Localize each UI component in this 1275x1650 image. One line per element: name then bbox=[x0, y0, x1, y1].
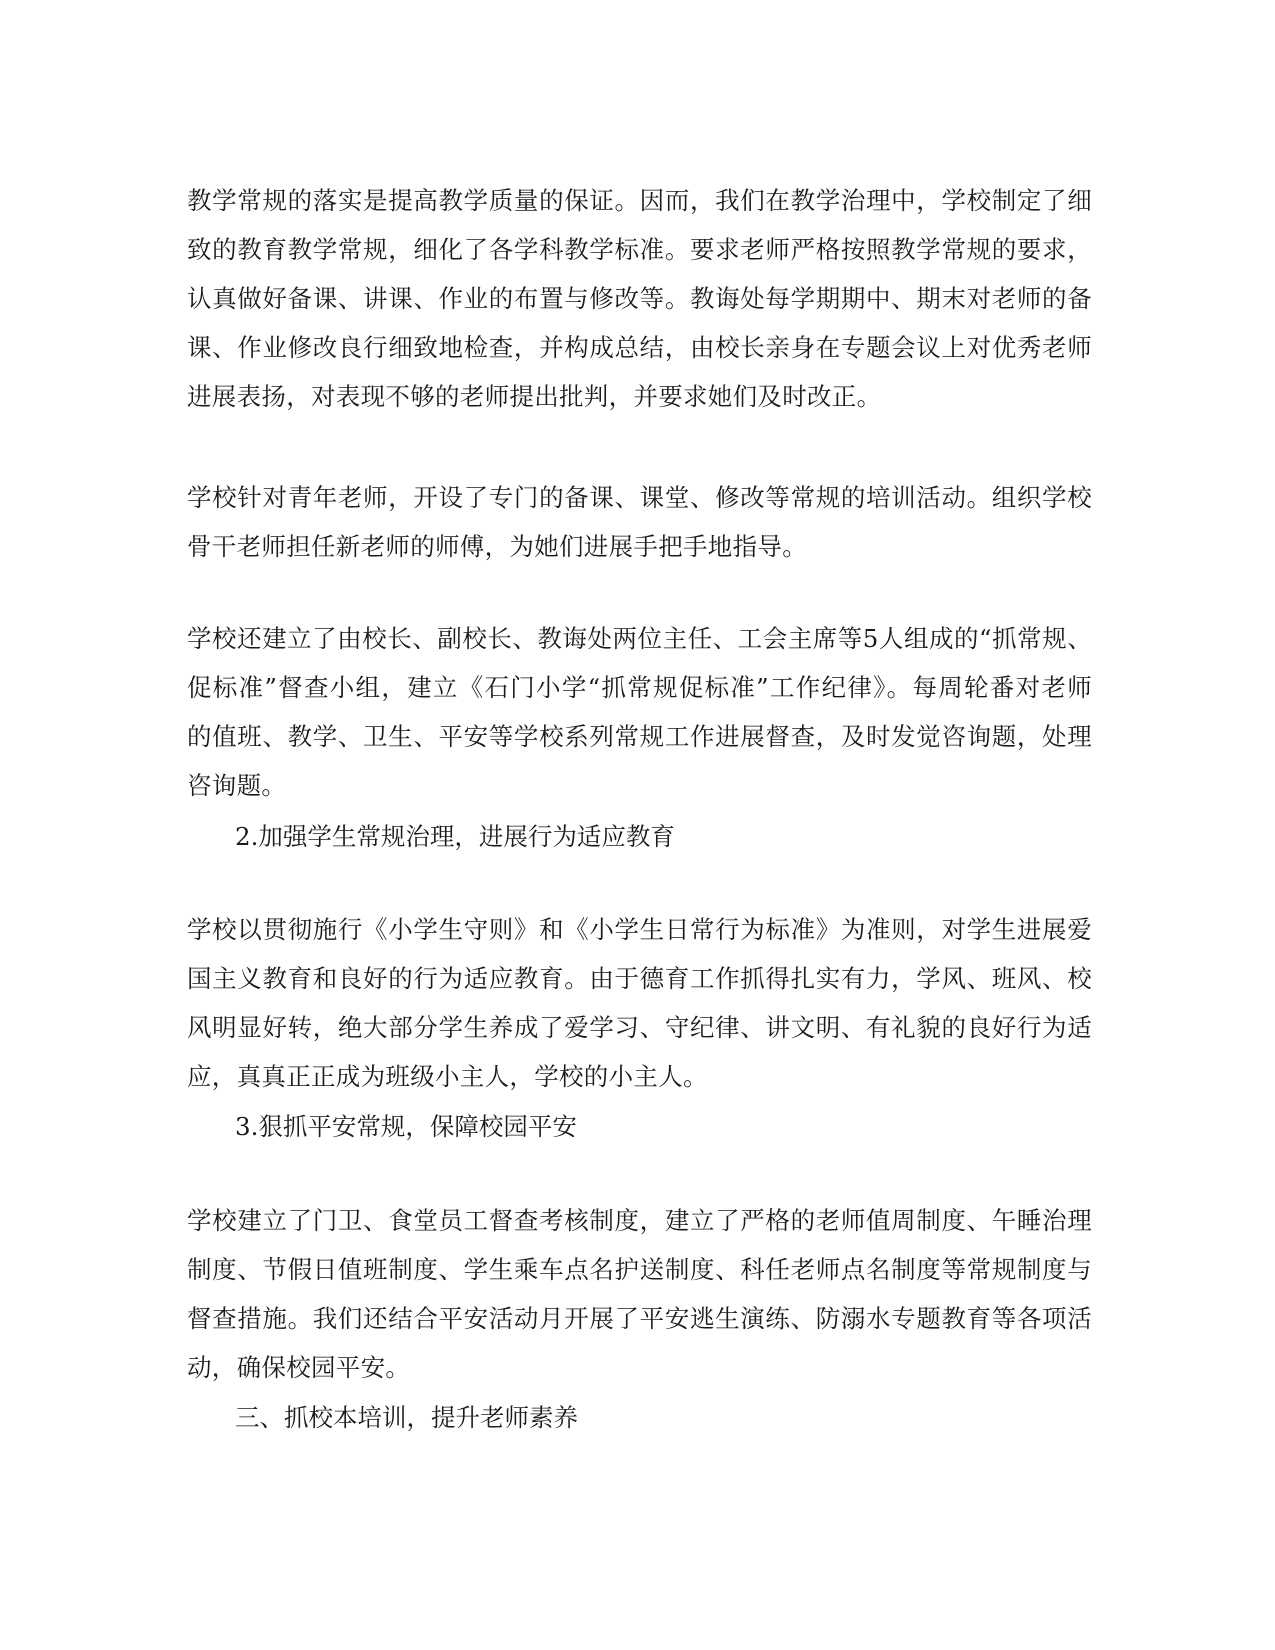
text-line: 进展表扬，对表现不够的老师提出批判，并要求她们及时改正。 bbox=[187, 382, 882, 411]
heading-student-routine: 2.加强学生常规治理，进展行为适应教育 bbox=[235, 822, 675, 851]
text-line: 学校建立了门卫、食堂员工督查考核制度，建立了严格的老师值周制度、午睡治理 bbox=[187, 1206, 1092, 1235]
text-line: 应，真真正正成为班级小主人，学校的小主人。 bbox=[187, 1062, 708, 1091]
text-line: 风明显好转，绝大部分学生养成了爱学习、守纪律、讲文明、有礼貌的良好行为适 bbox=[187, 1013, 1092, 1042]
heading-safety-routine: 3.狠抓平安常规，保障校园平安 bbox=[235, 1112, 577, 1141]
text-line: 学校还建立了由校长、副校长、教诲处两位主任、工会主席等5人组成的“抓常规、 bbox=[187, 624, 1092, 653]
paragraph-safety-measures bbox=[187, 1196, 1092, 1392]
paragraph-young-teachers bbox=[187, 473, 1092, 571]
text-line: 教学常规的落实是提高教学质量的保证。因而，我们在教学治理中，学校制定了细 bbox=[187, 186, 1092, 215]
paragraph-supervision-group bbox=[187, 614, 1092, 810]
text-line: 课、作业修改良行细致地检查，并构成总结，由校长亲身在专题会议上对优秀老师 bbox=[187, 333, 1092, 362]
text-line: 学校以贯彻施行《小学生守则》和《小学生日常行为标准》为准则，对学生进展爱 bbox=[187, 915, 1092, 944]
paragraph-student-education bbox=[187, 905, 1092, 1101]
text-line: 致的教育教学常规，细化了各学科教学标准。要求老师严格按照教学常规的要求， bbox=[187, 235, 1092, 264]
text-line: 督查措施。我们还结合平安活动月开展了平安逃生演练、防溺水专题教育等各项活 bbox=[187, 1304, 1092, 1333]
text-line: 学校针对青年老师，开设了专门的备课、课堂、修改等常规的培训活动。组织学校 bbox=[187, 483, 1092, 512]
text-line: 咨询题。 bbox=[187, 771, 287, 800]
heading-school-training: 三、抓校本培训，提升老师素养 bbox=[235, 1403, 578, 1432]
text-line: 的值班、教学、卫生、平安等学校系列常规工作进展督查，及时发觉咨询题，处理 bbox=[187, 722, 1092, 751]
text-line: 促标准”督查小组，建立《石门小学“抓常规促标准”工作纪律》。每周轮番对老师 bbox=[187, 673, 1092, 702]
paragraph-teaching-routine bbox=[187, 176, 1092, 421]
text-line: 骨干老师担任新老师的师傅，为她们进展手把手地指导。 bbox=[187, 532, 807, 561]
text-line: 认真做好备课、讲课、作业的布置与修改等。教诲处每学期期中、期末对老师的备 bbox=[187, 284, 1092, 313]
text-line: 动，确保校园平安。 bbox=[187, 1353, 411, 1382]
text-line: 国主义教育和良好的行为适应教育。由于德育工作抓得扎实有力，学风、班风、校 bbox=[187, 964, 1092, 993]
text-line: 制度、节假日值班制度、学生乘车点名护送制度、科任老师点名制度等常规制度与 bbox=[187, 1255, 1092, 1284]
